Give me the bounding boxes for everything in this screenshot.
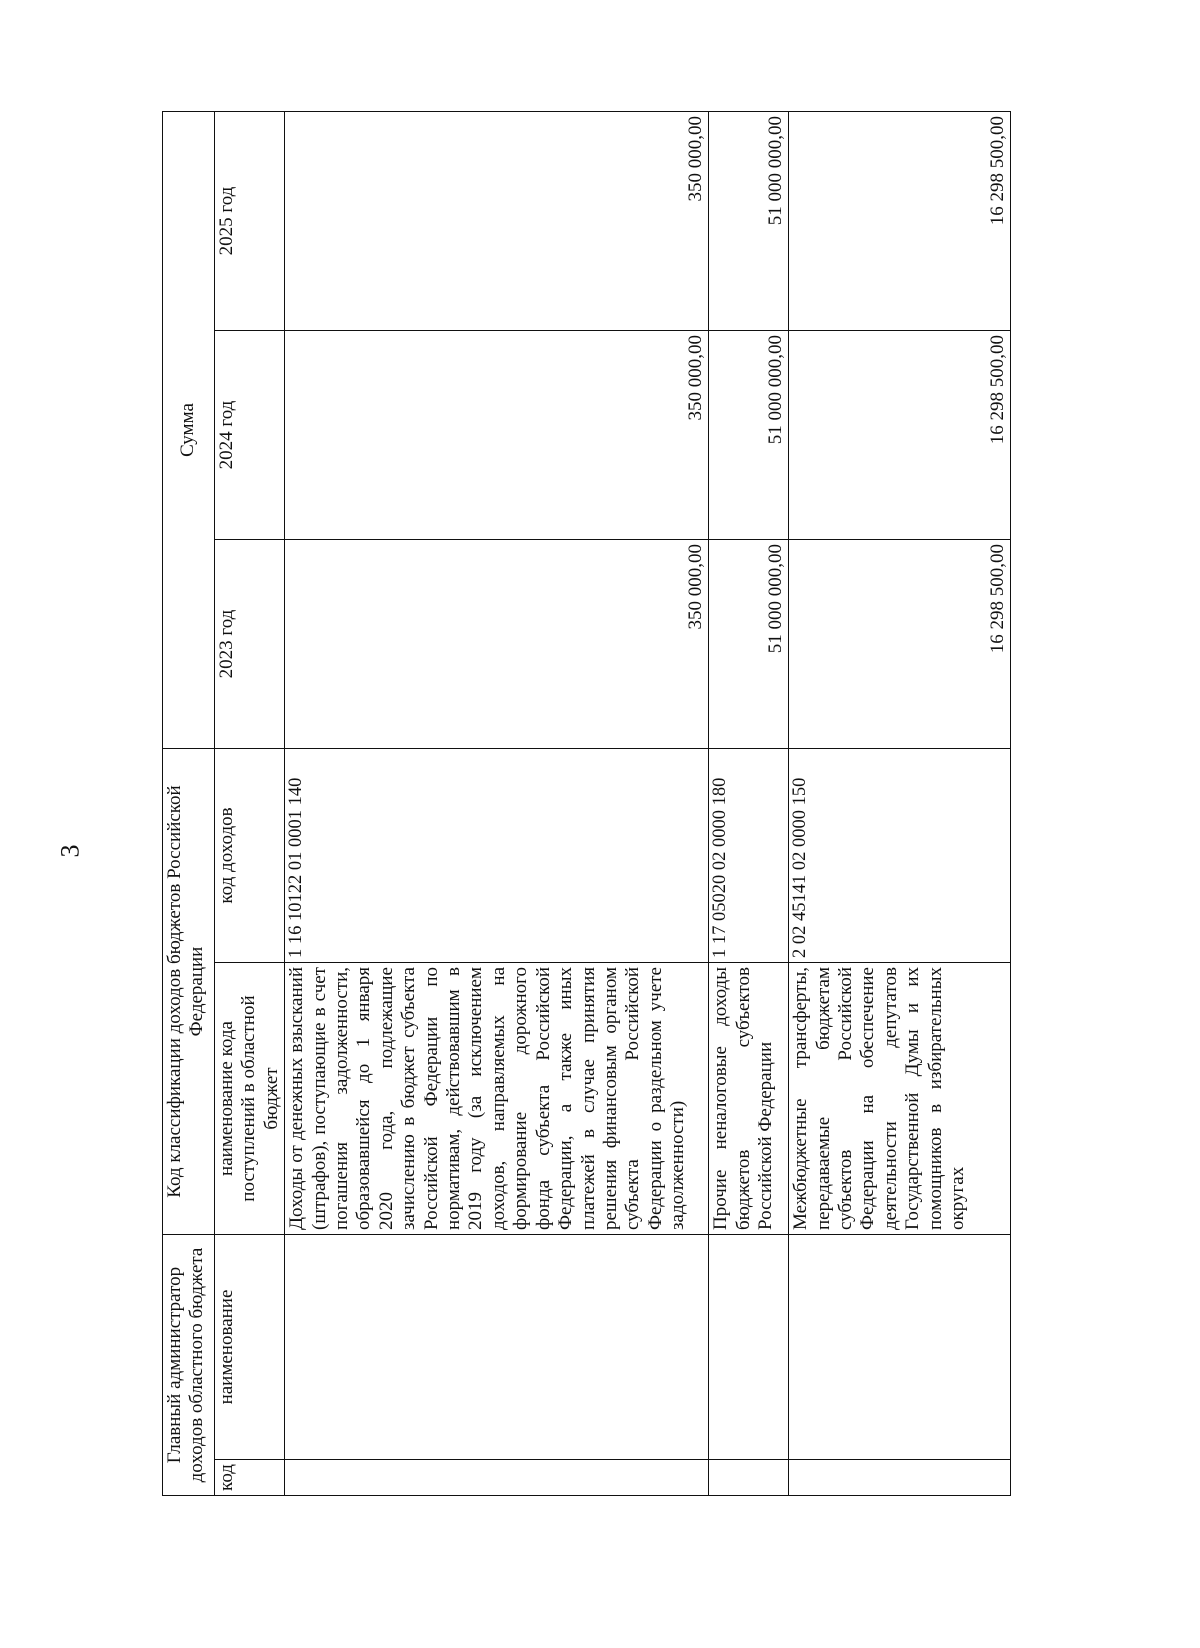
row-admin-name bbox=[285, 1235, 709, 1460]
row-income-name: Прочие неналоговые доходы бюджетов субъектов Российской Федерации bbox=[709, 963, 789, 1235]
page-number: 3 bbox=[55, 844, 85, 858]
header-col-income-name: наименование кода поступлений в областной бюджет bbox=[215, 963, 285, 1235]
header-col-code: код bbox=[215, 1460, 285, 1496]
income-table bbox=[162, 111, 1011, 1496]
row-amount-2025: 350 000,00 bbox=[285, 112, 709, 331]
table-row bbox=[789, 112, 1011, 1496]
row-amount-2024: 350 000,00 bbox=[285, 331, 709, 540]
row-amount-2025: 51 000 000,00 bbox=[709, 112, 789, 331]
row-income-code: 1 17 05020 02 0000 180 bbox=[709, 749, 789, 963]
row-admin-name bbox=[789, 1235, 1011, 1460]
table-row bbox=[285, 112, 709, 1496]
row-income-name: Межбюджетные трансферты, передаваемые бюджетам субъектов Российской Федерации на обеспечение деятельности депутатов Государственной Думы и их помощников в избирательных округах bbox=[789, 963, 1011, 1235]
row-amount-2024: 16 298 500,00 bbox=[789, 331, 1011, 540]
row-income-name: Доходы от денежных взысканий (штрафов), поступающие в счет погашения задолженности, образовавшейся до 1 января 2020 года, подлежащие зачислению в бюджет субъекта Российской Федерации по нормативам, действовавшим в 2019 году (за исключением доходов, направляемых на формирование дорожного фонда субъекта Российской Федерации, а также иных платежей в случае принятия решения финансовым органом субъекта Российской Федерации о раздельном учете задолженности) bbox=[285, 963, 709, 1235]
row-amount-2025: 16 298 500,00 bbox=[789, 112, 1011, 331]
header-col-2024: 2024 год bbox=[215, 331, 285, 540]
header-row-1 bbox=[163, 112, 215, 1496]
rotated-table-container bbox=[162, 112, 1008, 1496]
table-row bbox=[709, 112, 789, 1496]
header-col-name: наименование bbox=[215, 1235, 285, 1460]
header-row-2 bbox=[215, 112, 285, 1496]
header-col-income-code: код доходов bbox=[215, 749, 285, 963]
row-income-code: 1 16 10122 01 0001 140 bbox=[285, 749, 709, 963]
row-amount-2023: 16 298 500,00 bbox=[789, 540, 1011, 749]
row-admin-code bbox=[709, 1460, 789, 1496]
header-admin-group: Главный администратор доходов областного бюджета bbox=[163, 1235, 215, 1496]
header-col-2023: 2023 год bbox=[215, 540, 285, 749]
row-amount-2023: 350 000,00 bbox=[285, 540, 709, 749]
row-amount-2024: 51 000 000,00 bbox=[709, 331, 789, 540]
row-income-code: 2 02 45141 02 0000 150 bbox=[789, 749, 1011, 963]
header-sum-group: Сумма bbox=[163, 112, 215, 749]
row-admin-name bbox=[709, 1235, 789, 1460]
row-admin-code bbox=[285, 1460, 709, 1496]
header-classification-group: Код классификации доходов бюджетов Российской Федерации bbox=[163, 749, 215, 1235]
row-amount-2023: 51 000 000,00 bbox=[709, 540, 789, 749]
row-admin-code bbox=[789, 1460, 1011, 1496]
header-col-2025: 2025 год bbox=[215, 112, 285, 331]
